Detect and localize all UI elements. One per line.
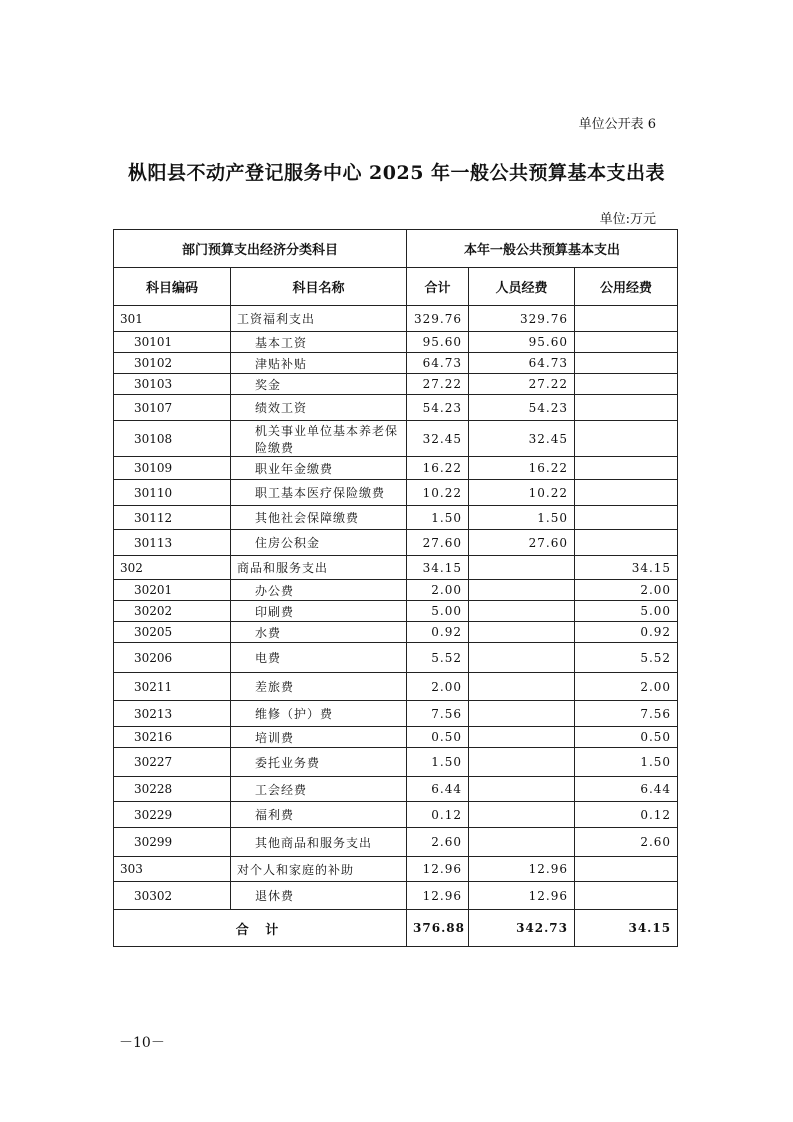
row-total: 329.76 <box>407 306 469 332</box>
row-name: 职工基本医疗保险缴费 <box>231 480 407 506</box>
table-row <box>114 802 678 828</box>
row-code: 30108 <box>114 421 231 457</box>
table-header-row <box>114 268 678 306</box>
page-number: －10－ <box>119 1035 165 1051</box>
row-total: 12.96 <box>407 882 469 910</box>
header-personnel: 人员经费 <box>469 268 575 306</box>
row-personnel <box>469 580 575 601</box>
row-public: 34.15 <box>575 556 678 580</box>
row-public: 5.00 <box>575 601 678 622</box>
row-code: 30205 <box>114 622 231 643</box>
row-public: 0.50 <box>575 727 678 748</box>
table-row <box>114 556 678 580</box>
row-personnel: 32.45 <box>469 421 575 457</box>
row-code: 30216 <box>114 727 231 748</box>
row-code: 301 <box>114 306 231 332</box>
row-total: 5.52 <box>407 643 469 673</box>
row-personnel: 16.22 <box>469 457 575 480</box>
table-row <box>114 673 678 701</box>
row-name: 电费 <box>231 643 407 673</box>
table-row <box>114 643 678 673</box>
table-row <box>114 395 678 421</box>
table-row <box>114 374 678 395</box>
row-total: 0.92 <box>407 622 469 643</box>
row-code: 30112 <box>114 506 231 530</box>
row-code: 302 <box>114 556 231 580</box>
row-code: 30211 <box>114 673 231 701</box>
row-total: 12.96 <box>407 857 469 882</box>
row-code: 30103 <box>114 374 231 395</box>
row-public <box>575 530 678 556</box>
header-total: 合计 <box>407 268 469 306</box>
row-public <box>575 457 678 480</box>
row-public <box>575 306 678 332</box>
row-public <box>575 480 678 506</box>
row-name: 对个人和家庭的补助 <box>231 857 407 882</box>
row-code: 30201 <box>114 580 231 601</box>
row-name: 绩效工资 <box>231 395 407 421</box>
total-label: 合 计 <box>114 910 407 947</box>
row-personnel <box>469 673 575 701</box>
page-title: 枞阳县不动产登记服务中心 2025 年一般公共预算基本支出表 <box>127 162 666 184</box>
row-name: 退休费 <box>231 882 407 910</box>
row-total: 27.22 <box>407 374 469 395</box>
row-code: 30206 <box>114 643 231 673</box>
row-code: 30299 <box>114 828 231 857</box>
row-public: 0.12 <box>575 802 678 828</box>
row-name: 水费 <box>231 622 407 643</box>
row-personnel: 27.60 <box>469 530 575 556</box>
row-code: 30113 <box>114 530 231 556</box>
table-row <box>114 580 678 601</box>
row-public: 5.52 <box>575 643 678 673</box>
row-name: 委托业务费 <box>231 748 407 777</box>
row-personnel <box>469 622 575 643</box>
header-economic-classification: 部门预算支出经济分类科目 <box>114 230 407 268</box>
row-personnel: 95.60 <box>469 332 575 353</box>
row-total: 27.60 <box>407 530 469 556</box>
total-personnel: 342.73 <box>469 910 575 947</box>
header-name: 科目名称 <box>231 268 407 306</box>
row-public <box>575 506 678 530</box>
row-personnel <box>469 828 575 857</box>
total-row <box>114 910 678 947</box>
row-total: 6.44 <box>407 777 469 802</box>
table-row <box>114 777 678 802</box>
row-personnel <box>469 701 575 727</box>
row-code: 30229 <box>114 802 231 828</box>
row-personnel: 27.22 <box>469 374 575 395</box>
row-total: 2.60 <box>407 828 469 857</box>
row-code: 30213 <box>114 701 231 727</box>
row-personnel <box>469 727 575 748</box>
row-name: 印刷费 <box>231 601 407 622</box>
row-code: 30102 <box>114 353 231 374</box>
row-total: 34.15 <box>407 556 469 580</box>
row-personnel: 329.76 <box>469 306 575 332</box>
row-name: 差旅费 <box>231 673 407 701</box>
table-row <box>114 727 678 748</box>
table-row <box>114 421 678 457</box>
table-row <box>114 480 678 506</box>
table-row <box>114 882 678 910</box>
table-row <box>114 701 678 727</box>
table-row <box>114 530 678 556</box>
table-row <box>114 601 678 622</box>
header-code: 科目编码 <box>114 268 231 306</box>
row-public <box>575 857 678 882</box>
row-personnel: 12.96 <box>469 882 575 910</box>
row-code: 30227 <box>114 748 231 777</box>
row-name: 奖金 <box>231 374 407 395</box>
row-total: 1.50 <box>407 748 469 777</box>
total-sum: 376.88 <box>407 910 469 947</box>
row-total: 2.00 <box>407 673 469 701</box>
row-total: 32.45 <box>407 421 469 457</box>
row-code: 30110 <box>114 480 231 506</box>
row-public: 2.00 <box>575 673 678 701</box>
row-public <box>575 332 678 353</box>
budget-table <box>113 229 678 947</box>
table-row <box>114 857 678 882</box>
row-public: 6.44 <box>575 777 678 802</box>
row-personnel <box>469 748 575 777</box>
row-public <box>575 353 678 374</box>
row-personnel: 54.23 <box>469 395 575 421</box>
row-total: 7.56 <box>407 701 469 727</box>
row-total: 5.00 <box>407 601 469 622</box>
row-public <box>575 395 678 421</box>
row-total: 0.12 <box>407 802 469 828</box>
row-personnel <box>469 777 575 802</box>
table-row <box>114 332 678 353</box>
row-code: 303 <box>114 857 231 882</box>
row-public: 0.92 <box>575 622 678 643</box>
row-name: 其他社会保障缴费 <box>231 506 407 530</box>
table-row <box>114 748 678 777</box>
row-public: 2.60 <box>575 828 678 857</box>
header-basic-expenditure: 本年一般公共预算基本支出 <box>407 230 678 268</box>
row-name: 福利费 <box>231 802 407 828</box>
row-total: 54.23 <box>407 395 469 421</box>
row-total: 95.60 <box>407 332 469 353</box>
row-personnel: 1.50 <box>469 506 575 530</box>
row-public: 1.50 <box>575 748 678 777</box>
row-public: 7.56 <box>575 701 678 727</box>
total-public: 34.15 <box>575 910 678 947</box>
row-name: 职业年金缴费 <box>231 457 407 480</box>
row-personnel <box>469 556 575 580</box>
row-personnel: 64.73 <box>469 353 575 374</box>
row-code: 30202 <box>114 601 231 622</box>
row-name: 住房公积金 <box>231 530 407 556</box>
row-name: 机关事业单位基本养老保险缴费 <box>231 421 407 457</box>
row-total: 0.50 <box>407 727 469 748</box>
row-code: 30302 <box>114 882 231 910</box>
row-total: 1.50 <box>407 506 469 530</box>
row-name: 商品和服务支出 <box>231 556 407 580</box>
row-name: 维修（护）费 <box>231 701 407 727</box>
row-name: 培训费 <box>231 727 407 748</box>
row-personnel: 12.96 <box>469 857 575 882</box>
row-code: 30109 <box>114 457 231 480</box>
row-code: 30228 <box>114 777 231 802</box>
row-name: 工会经费 <box>231 777 407 802</box>
table-row <box>114 506 678 530</box>
table-row <box>114 457 678 480</box>
row-name: 办公费 <box>231 580 407 601</box>
table-row <box>114 828 678 857</box>
row-personnel <box>469 643 575 673</box>
table-body <box>114 306 678 910</box>
row-code: 30101 <box>114 332 231 353</box>
table-row <box>114 353 678 374</box>
row-personnel: 10.22 <box>469 480 575 506</box>
row-total: 64.73 <box>407 353 469 374</box>
unit-label: 单位:万元 <box>599 212 656 227</box>
table-row <box>114 306 678 332</box>
table-header-group-row <box>114 230 678 268</box>
row-name: 其他商品和服务支出 <box>231 828 407 857</box>
row-personnel <box>469 601 575 622</box>
row-name: 基本工资 <box>231 332 407 353</box>
row-public <box>575 421 678 457</box>
row-name: 工资福利支出 <box>231 306 407 332</box>
row-personnel <box>469 802 575 828</box>
table-tag: 单位公开表 6 <box>578 117 656 132</box>
row-public <box>575 374 678 395</box>
row-code: 30107 <box>114 395 231 421</box>
row-total: 16.22 <box>407 457 469 480</box>
row-name: 津贴补贴 <box>231 353 407 374</box>
row-public <box>575 882 678 910</box>
table-row <box>114 622 678 643</box>
header-public: 公用经费 <box>575 268 678 306</box>
row-public: 2.00 <box>575 580 678 601</box>
row-total: 10.22 <box>407 480 469 506</box>
row-total: 2.00 <box>407 580 469 601</box>
